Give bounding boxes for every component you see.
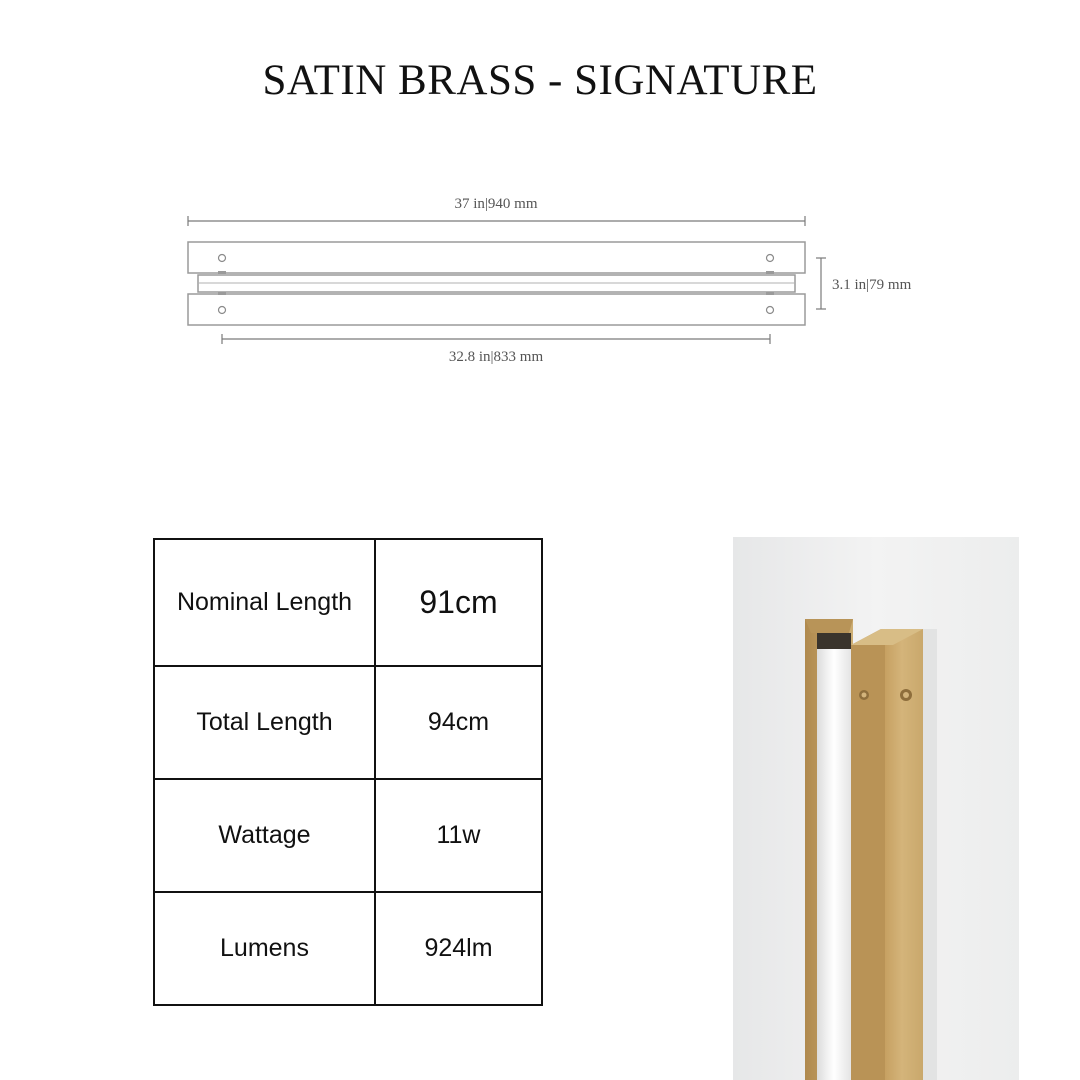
height-dimension <box>816 258 912 309</box>
dimension-drawing <box>0 0 1080 420</box>
spec-label: Nominal Length <box>154 539 375 666</box>
spec-label: Total Length <box>154 666 375 779</box>
spec-value: 94cm <box>375 666 542 779</box>
spec-value: 91cm <box>375 539 542 666</box>
mount-screws <box>218 255 774 314</box>
spec-table <box>153 538 543 1006</box>
spec-value: 11w <box>375 779 542 892</box>
table-row <box>154 779 542 892</box>
fixture-outline <box>188 242 805 325</box>
table-row <box>154 539 542 666</box>
page-title: SATIN BRASS - SIGNATURE <box>262 57 818 104</box>
mount-spacing-dimension <box>222 334 770 365</box>
overall-length-dimension <box>188 196 805 226</box>
mount-spacing-label: 32.8 in|833 mm <box>448 349 544 365</box>
table-row <box>154 666 542 779</box>
product-photo <box>733 537 1019 1080</box>
spec-label: Wattage <box>154 779 375 892</box>
height-label: 3.1 in|79 mm <box>832 277 912 293</box>
overall-length-label: 37 in|940 mm <box>454 196 538 212</box>
spec-label: Lumens <box>154 892 375 1005</box>
spec-value: 924lm <box>375 892 542 1005</box>
table-row <box>154 892 542 1005</box>
